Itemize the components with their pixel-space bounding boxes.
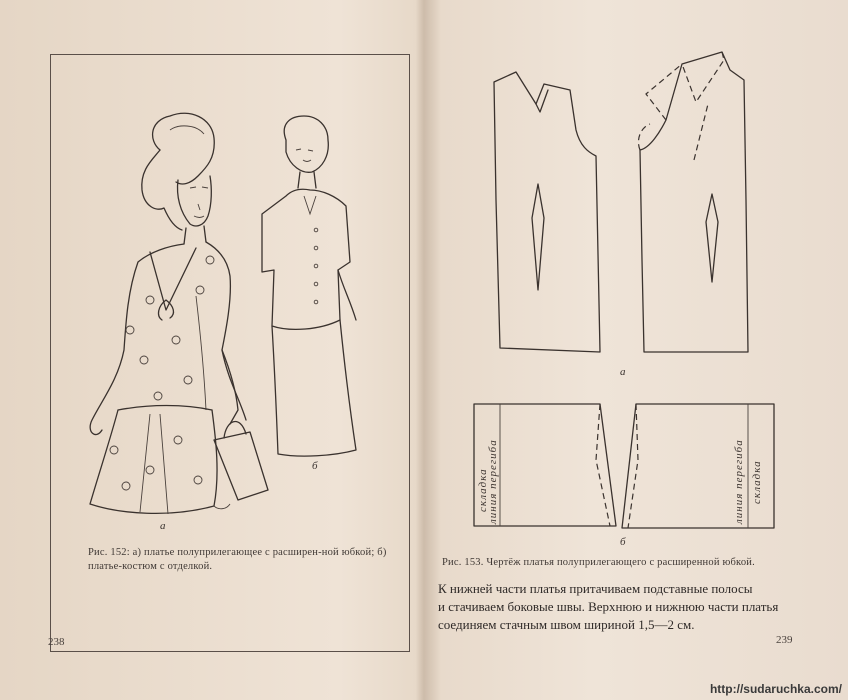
skirt-left-text-fold: складка [477,468,489,512]
skirt-left-text-line: линия перегиба [487,439,499,524]
pattern-label-b: б [620,536,626,548]
page-number-left: 238 [48,636,65,648]
body-paragraph [438,580,838,634]
watermark-url: http://sudaruchka.com/ [709,682,842,696]
page-number-right: 239 [776,634,793,646]
skirt-right-text-line: линия перегиба [733,439,745,524]
pattern-label-a: а [620,366,626,378]
figure-label-b: б [312,460,318,472]
pattern-drawing [424,0,848,560]
body-line-1: К нижней части платья притачиваем подставные полосы [438,581,753,596]
figure-caption-153: Рис. 153. Чертёж платья полуприлегающего с расширенной юбкой. [442,557,755,568]
body-line-2: и стачиваем боковые швы. Верхнюю и нижнюю части платья [438,599,779,614]
figure-label-a: а [160,520,166,532]
right-page [424,0,848,700]
skirt-right-text-fold: складка [751,460,763,504]
dress-illustration [0,0,424,560]
body-line-3: соединяем стачным швом шириной 1,5—2 см. [438,617,695,632]
figure-caption-152: Рис. 152: а) платье полуприлегающее с расширен-ной юбкой; б) платье-костюм с отделкой. [88,547,387,572]
